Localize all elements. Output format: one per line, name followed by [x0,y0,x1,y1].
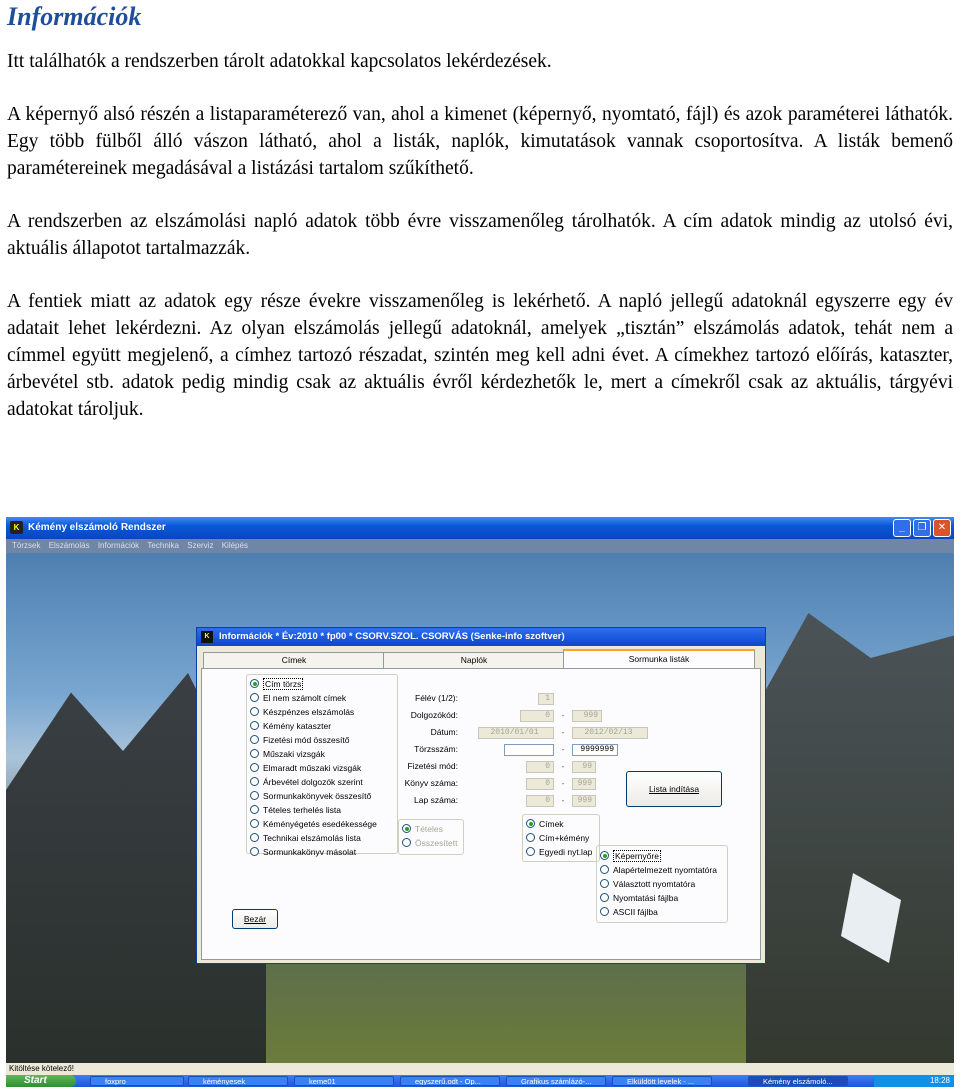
group-option-cim-kemeny[interactable]: Cím+kémény [526,832,589,845]
list-option-sormunkakonyv-masolat[interactable]: Sormunkakönyv másolat [250,846,356,859]
menu-informaciok[interactable]: Információk [97,541,140,550]
datum-from[interactable]: 2010/01/01 [478,727,554,739]
lap-szama-to[interactable]: 999 [572,795,596,807]
close-button[interactable]: Bezár [232,909,278,929]
dolgozokod-label: Dolgozókód: [410,710,458,720]
app-menubar [6,539,954,553]
mountain-right [746,613,954,1063]
menu-kilepes[interactable]: Kilépés [221,541,248,550]
list-option-cim-torzs[interactable]: Cím törzs [250,678,303,691]
list-option-sormunkakonyvek[interactable]: Sormunkakönyvek összesítő [250,790,371,803]
list-option-kemenyegetes[interactable]: Kéményégetés esedékessége [250,818,377,831]
list-option-arbevetel[interactable]: Árbevétel dolgozók szerint [250,776,363,789]
taskbar-item[interactable]: kéményesek [188,1076,288,1086]
list-option-elmaradt[interactable]: Elmaradt műszaki vizsgák [250,762,361,775]
minimize-icon[interactable]: _ [893,519,911,537]
paragraph-intro: Itt találhatók a rendszerben tárolt adatokkal kapcsolatos lekérdezések. [7,51,552,72]
dolgozokod-to[interactable]: 999 [572,710,602,722]
tab-cimek[interactable]: Címek [203,652,385,668]
output-option-ascii[interactable]: ASCII fájlba [600,906,658,919]
lap-szama-label: Lap száma: [414,795,458,805]
datum-to[interactable]: 2012/02/13 [572,727,648,739]
list-option-keszpenzes[interactable]: Készpénzes elszámolás [250,706,354,719]
system-tray [874,1075,954,1087]
info-dialog [196,627,766,964]
restore-icon[interactable]: ❐ [913,519,931,537]
list-option-muszaki[interactable]: Műszaki vizsgák [250,748,325,761]
taskbar-item[interactable]: foxpro [90,1076,184,1086]
torzsszam-to[interactable]: 9999999 [572,744,618,756]
paragraph-years: A fentiek miatt az adatok egy része évekre visszamenőleg is lekérhető. A napló jellegű adatoknál egyszerre egy év adatait lehet lekérdezni. Az olyan elszámolás jellegű adatoknál, amelyek „tisztán” elszámolás adatok, tehát nem a címmel együtt megjelenő, a címhez tartozó részadat, szintén meg kell adni évet. A címekhez tartozó előírás, kataszter, árbevétel stb. adatok pedig mindig csak az aktuális évről kérdezhetők le, mert a címekről csak az aktuális, tárgyévi adatokat tároljuk. [7,291,953,420]
output-option-nyomtatasi-fajl[interactable]: Nyomtatási fájlba [600,892,678,905]
taskbar [6,1075,954,1087]
status-text: Kitöltése kötelező! [9,1064,74,1073]
dialog-title: Információk * Év:2010 * fp00 * CSORV.SZOL. CSORVÁS (Senke-info szoftver) [219,631,565,642]
app-titlebar [6,517,954,539]
list-option-kataszter[interactable]: Kémény kataszter [250,720,331,733]
menu-elszamolas[interactable]: Elszámolás [48,541,90,550]
start-button[interactable]: Start [6,1075,76,1087]
konyv-szama-from[interactable]: 0 [526,778,554,790]
torzsszam-from[interactable] [504,744,554,756]
taskbar-item[interactable]: Elküldött levelek - ... [612,1076,712,1086]
torzsszam-label: Törzsszám: [414,744,458,754]
page-title: Információk [7,2,142,31]
menu-szerviz[interactable]: Szerviz [187,541,214,550]
taskbar-item[interactable]: keme01 [294,1076,394,1086]
list-option-el-nem-szamolt[interactable]: El nem számolt címek [250,692,346,705]
output-option-alapertelmezett[interactable]: Alapértelmezett nyomtatóra [600,864,717,877]
dialog-tabs [201,649,759,669]
tab-panel: Cím törzs El nem számolt címek Készpénzes elszámolás Kémény kataszter Fizetési mód összesítő Műszaki vizsgák Elmaradt műszaki vizsgák Árbevétel dolgozók szerint Sormunkakönyvek összesítő Tételes terhelés lista Kéményégetés esedékessége Technikai elszámolás lista Sormunkakönyv másolat Félév (1/2): 1 Dolgozókód: 0 - 999 Dátum: 2010/01/01 - 2012/02/13 Törzsszám: - 9999999 Fizetési mód: 0 - 99 Könyv száma: 0 - 999 Lap száma: 0 - 999 Lista indítása Tételes Összesített Címek Cím+kémény Egyedi nyt.lap Képernyőre Alapértelmezett nyomtatóra Választott nyomtatóra Nyomtatási fájlba ASCII fájlba Bezár [201,668,761,960]
output-option-kepernyo[interactable]: Képernyőre [600,850,661,863]
paragraph-screen: A képernyő alsó részén a listaparaméterező van, ahol a kimenet (képernyő, nyomtató, fájl) és azok paraméterei láthatók. Egy több fülből álló vászon látható, ahol a listák, naplók, kimutatások vannak csoportosítva. A listák bemenő paramétereinek megadásával a listázási tartalom szűkíthető. [7,104,953,179]
taskbar-item[interactable]: Grafikus számlázó-... [506,1076,606,1086]
start-list-button[interactable]: Lista indítása [626,771,722,807]
status-bar [6,1063,954,1075]
tab-naplok[interactable]: Naplók [383,652,565,668]
datum-label: Dátum: [430,727,458,737]
tab-sormunka-listak[interactable]: Sormunka listák [563,649,755,670]
fizetesi-mod-label: Fizetési mód: [407,761,458,771]
group-option-egyedi[interactable]: Egyedi nyt.lap [526,846,592,859]
detail-option-osszesitett[interactable]: Összesített [402,837,458,850]
output-option-valasztott[interactable]: Választott nyomtatóra [600,878,695,891]
fizetesi-mod-to[interactable]: 99 [572,761,596,773]
paragraph-storage: A rendszerben az elszámolási napló adatok több évre visszamenőleg tárolhatók. A cím adatok mindig az utolsó évi, aktuális állapotot tartalmazzák. [7,211,953,259]
konyv-szama-label: Könyv száma: [404,778,458,788]
felev-label: Félév (1/2): [415,693,458,703]
list-option-teteles-terheles[interactable]: Tételes terhelés lista [250,804,341,817]
group-option-cimek[interactable]: Címek [526,818,564,831]
document [7,0,953,423]
list-option-fizetesi-mod[interactable]: Fizetési mód összesítő [250,734,349,747]
menu-technika[interactable]: Technika [147,541,179,550]
app-icon: K [10,521,23,534]
clock: 18:28 [929,1076,950,1085]
fizetesi-mod-from[interactable]: 0 [526,761,554,773]
konyv-szama-to[interactable]: 999 [572,778,596,790]
app-screenshot [6,517,954,1087]
taskbar-item[interactable]: egyszerű.odt - Op... [400,1076,500,1086]
list-option-technikai[interactable]: Technikai elszámolás lista [250,832,361,845]
detail-option-teteles[interactable]: Tételes [402,823,443,836]
dolgozokod-from[interactable]: 0 [520,710,554,722]
dialog-icon: K [201,631,213,643]
taskbar-item[interactable]: Kémény elszámoló... [748,1076,848,1086]
menu-torzsek[interactable]: Törzsek [12,541,41,550]
app-title: Kémény elszámoló Rendszer [28,522,166,533]
close-icon[interactable]: ✕ [933,519,951,537]
felev-field[interactable]: 1 [538,693,554,705]
dialog-titlebar [197,628,765,646]
lap-szama-from[interactable]: 0 [526,795,554,807]
